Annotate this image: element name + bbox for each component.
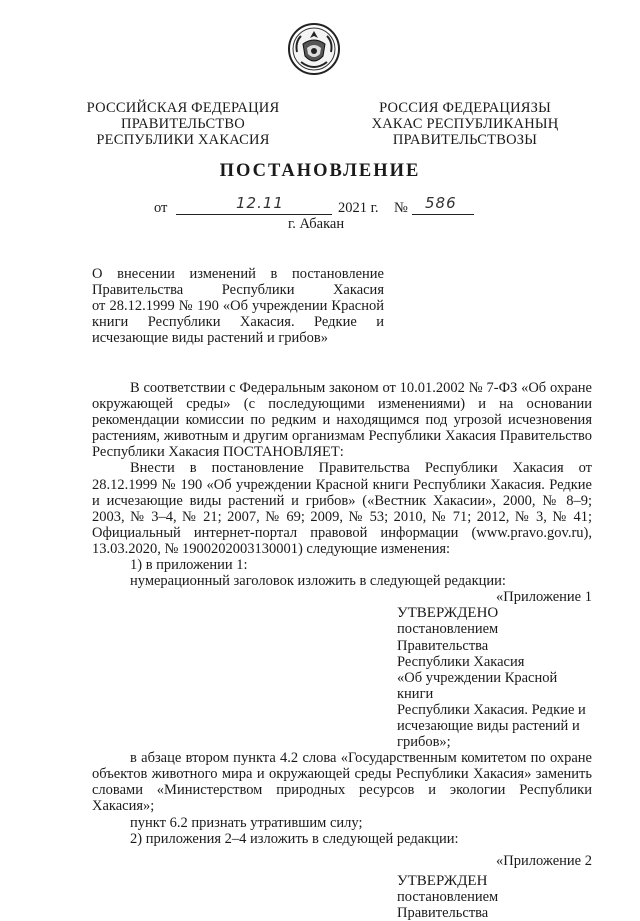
paragraph-item-1: 1) в приложении 1: [130, 557, 248, 574]
approval-title: УТВЕРЖДЕН [397, 872, 488, 889]
header-left-line: ПРАВИТЕЛЬСТВО [121, 116, 245, 132]
appendix-2-approval [397, 873, 592, 921]
handwritten-number: 586 [425, 194, 457, 212]
paragraph-preamble: В соответствии с Федеральным законом от 10.01.2002 № 7-ФЗ «Об охране окружающей среды» (с последующими изменениями) и на основании рекомендации комиссии по редким и находящимся под угрозой исчезновения растениям, животным и другим организмам Республики Хакасия Правительство Республики Хакасия ПОСТАНОВЛЯЕТ: [92, 380, 592, 461]
paragraph-item-2: 2) приложения 2–4 изложить в следующей редакции: [130, 830, 459, 847]
subject-line: Правительства Республики Хакасия [92, 282, 384, 298]
document-subject [92, 266, 384, 346]
city-name: г. Абакан [288, 216, 345, 232]
header-left [78, 100, 288, 148]
paragraph-void-clause: пункт 6.2 признать утратившим силу; [130, 814, 363, 831]
approval-line: постановлением Правительства [397, 888, 499, 921]
date-underline [176, 214, 332, 215]
paragraph-amendment: Внести в постановление Правительства Республики Хакасия от 28.12.1999 № 190 «Об учреждении Красной книги Республики Хакасия. Редкие и исчезающие виды растений и грибов» («Вестник Хакасии», 2000, № 8–9; 2003, № 3–4, № 21; 2007, № 69; 2009, № 53; 2010, № 71; 2012, № 3, № 41; Официальный интернет-портал правовой информации (www.pravo.gov.ru), 13.03.2020, № 1900202003130001) следующие изменения: [92, 460, 592, 557]
date-prefix: от [154, 200, 168, 216]
paragraph-heading-instruction: нумерационный заголовок изложить в следующей редакции: [130, 573, 506, 590]
header-right-line: ПРАВИТЕЛЬСТВОЗЫ [392, 132, 538, 148]
header-right-line: РОССИЯ ФЕДЕРАЦИЯЗЫ [379, 100, 551, 116]
approval-line: грибов»; [397, 734, 451, 751]
approval-line: исчезающие виды растений и [397, 717, 580, 734]
appendix-1-label: «Приложение 1 [496, 589, 592, 606]
approval-line: постановлением Правительства [397, 621, 499, 654]
header-right [350, 100, 580, 148]
number-underline [412, 214, 474, 215]
header-left-line: РОССИЙСКАЯ ФЕДЕРАЦИЯ [86, 100, 280, 116]
appendix-2-label: «Приложение 2 [496, 852, 592, 869]
approval-line: «Об учреждении Красной книги [397, 669, 558, 702]
document-title: ПОСТАНОВЛЕНИЕ [219, 161, 421, 181]
subject-line: от 28.12.1999 № 190 «Об учреждении Красной [92, 298, 384, 314]
document-body [92, 380, 592, 921]
approval-line: Республики Хакасия. Редкие и [397, 701, 586, 718]
number-sign: № [394, 200, 408, 216]
date-year: 2021 г. [338, 200, 379, 216]
header-right-line: ХАКАС РЕСПУБЛИКАНЫҢ [371, 116, 559, 132]
approval-title: УТВЕРЖДЕНО [397, 605, 499, 622]
approval-line: Республики Хакасия [397, 653, 525, 670]
subject-line: исчезающие виды растений и грибов» [92, 330, 329, 346]
subject-line: О внесении изменений в постановление [92, 266, 384, 282]
subject-line: книги Республики Хакасия. Редкие и [92, 314, 384, 330]
header-left-line: РЕСПУБЛИКИ ХАКАСИЯ [96, 132, 270, 148]
appendix-1-approval [397, 605, 592, 750]
coat-of-arms-emblem [287, 22, 341, 76]
handwritten-date: 12.11 [236, 194, 284, 212]
paragraph-replace-words: в абзаце втором пункта 4.2 слова «Государственным комитетом по охране объектов животного мира и окружающей среды Республики Хакасия» заменить словами «Министерством природных ресурсов и экологии Республики Хакасия»; [92, 750, 592, 815]
